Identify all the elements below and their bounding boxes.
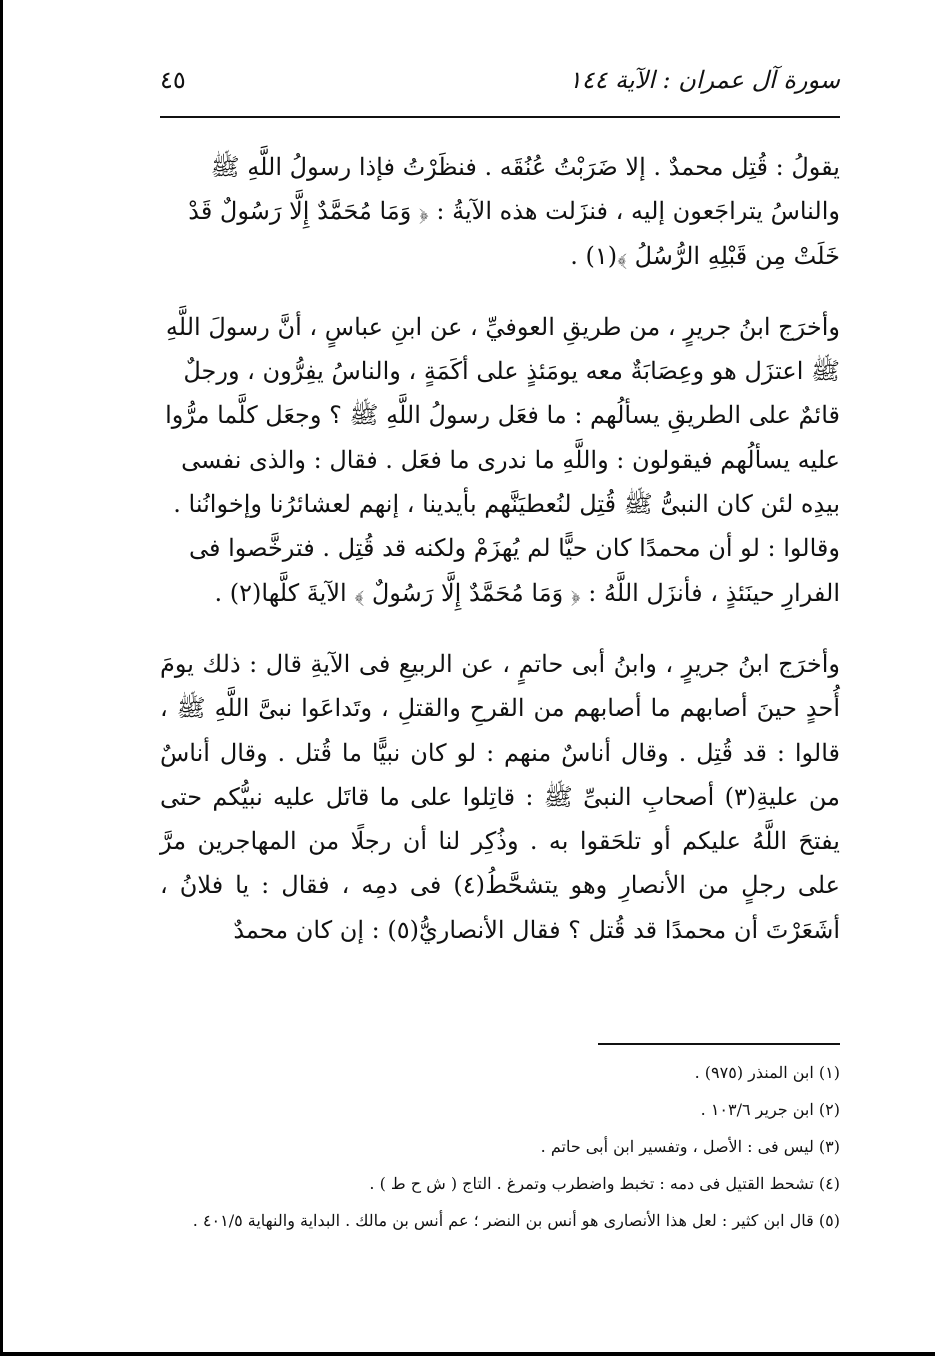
footnotes bbox=[160, 1054, 840, 1239]
footnote-separator bbox=[598, 1043, 840, 1045]
page-number: ٤٥ bbox=[160, 66, 186, 94]
footnote-5: (٥) قال ابن كثير : لعل هذا الأنصارى هو أنس بن النضر ؛ عم أنس بن مالك . البداية والنهاية ٤٠١/٥ . bbox=[192, 1211, 840, 1230]
paragraph-2: وأخرَج ابنُ جريرٍ ، من طريقِ العوفيِّ ، عن ابنِ عباسٍ ، أنَّ رسولَ اللَّهِ ﷺ اعتزَل هو وعِصَابَةٌ معه يومَئذٍ على أكَمَةٍ ، والناسُ يفِرُّون ، ورجلٌ قائمٌ على الطريقِ يسألُهم : ما فعَل رسولُ اللَّهِ ﷺ ؟ وجعَل كلَّما مرُّوا عليه يسألُهم فيقولون : واللَّهِ ما ندرى ما فعَل . فقال : والذى نفسى بيدِه لئن كان النبىُّ ﷺ قُتِل لنُعطيَنَّهم بأيدينا ، إنهم لعشائرُنا وإخوانُنا . وقالوا : لو أن محمدًا كان حيًّا لم يُهزَمْ ولكنه قد قُتِل . فترخَّصوا فى الفرارِ حينَئذٍ ، فأنزَل اللَّهُ : ﴿ وَمَا مُحَمَّدٌ إِلَّا رَسُولٌ ﴾ الآيةَ كلَّها(٢) . bbox=[165, 312, 840, 607]
header-rule bbox=[160, 116, 840, 118]
footnote-3: (٣) ليس فى : الأصل ، وتفسير ابن أبى حاتم . bbox=[540, 1137, 840, 1156]
paragraph-1: يقولُ : قُتِل محمدٌ . إلا ضَرَبْتُ عُنُقَه . فنظَرْتُ فإذا رسولُ اللَّهِ ﷺ والناسُ يتراجَعون إليه ، فنزَلت هذه الآيةُ : ﴿ وَمَا مُحَمَّدٌ إِلَّا رَسُولٌ قَدْ خَلَتْ مِن قَبْلِهِ الرُّسُلُ ﴾(١) . bbox=[188, 153, 840, 270]
scan-bottom-edge bbox=[0, 1352, 935, 1356]
footnote-1: (١) ابن المنذر (٩٧٥) . bbox=[694, 1063, 840, 1082]
footnote-4: (٤) تشحط القتيل فى دمه : تخبط واضطرب وتمرغ . التاج ( ش ح ط ) . bbox=[369, 1174, 840, 1193]
scan-left-edge bbox=[0, 0, 3, 1356]
footnote-2: (٢) ابن جرير ١٠٣/٦ . bbox=[700, 1100, 840, 1119]
main-text bbox=[160, 145, 840, 952]
paragraph-3: وأخرَج ابنُ جريرٍ ، وابنُ أبى حاتمٍ ، عن الربيعِ فى الآيةِ قال : ذلك يومَ أُحدٍ حينَ أصابهم ما أصابهم من القرحِ والقتلِ ، وتَداعَوا نبىَّ اللَّهِ ﷺ ، قالوا : قد قُتِل . وقال أناسٌ منهم : لو كان نبيًّا ما قُتل . وقال أناسٌ من عليةِ(٣) أصحابِ النبىِّ ﷺ : قاتِلوا على ما قاتَل عليه نبيُّكم حتى يفتحَ اللَّهُ عليكم أو تلحَقوا به . وذُكِر لنا أن رجلًا من المهاجرين مرَّ على رجلٍ من الأنصارِ وهو يتشحَّطُ(٤) فى دمِه ، فقال : يا فلانُ ، أشَعَرْتَ أن محمدًا قد قُتل ؟ فقال الأنصاريُّ(٥) : إن كان محمدٌ bbox=[160, 649, 840, 944]
running-header bbox=[160, 62, 840, 102]
header-title: سورة آل عمران : الآية ١٤٤ bbox=[568, 66, 840, 94]
